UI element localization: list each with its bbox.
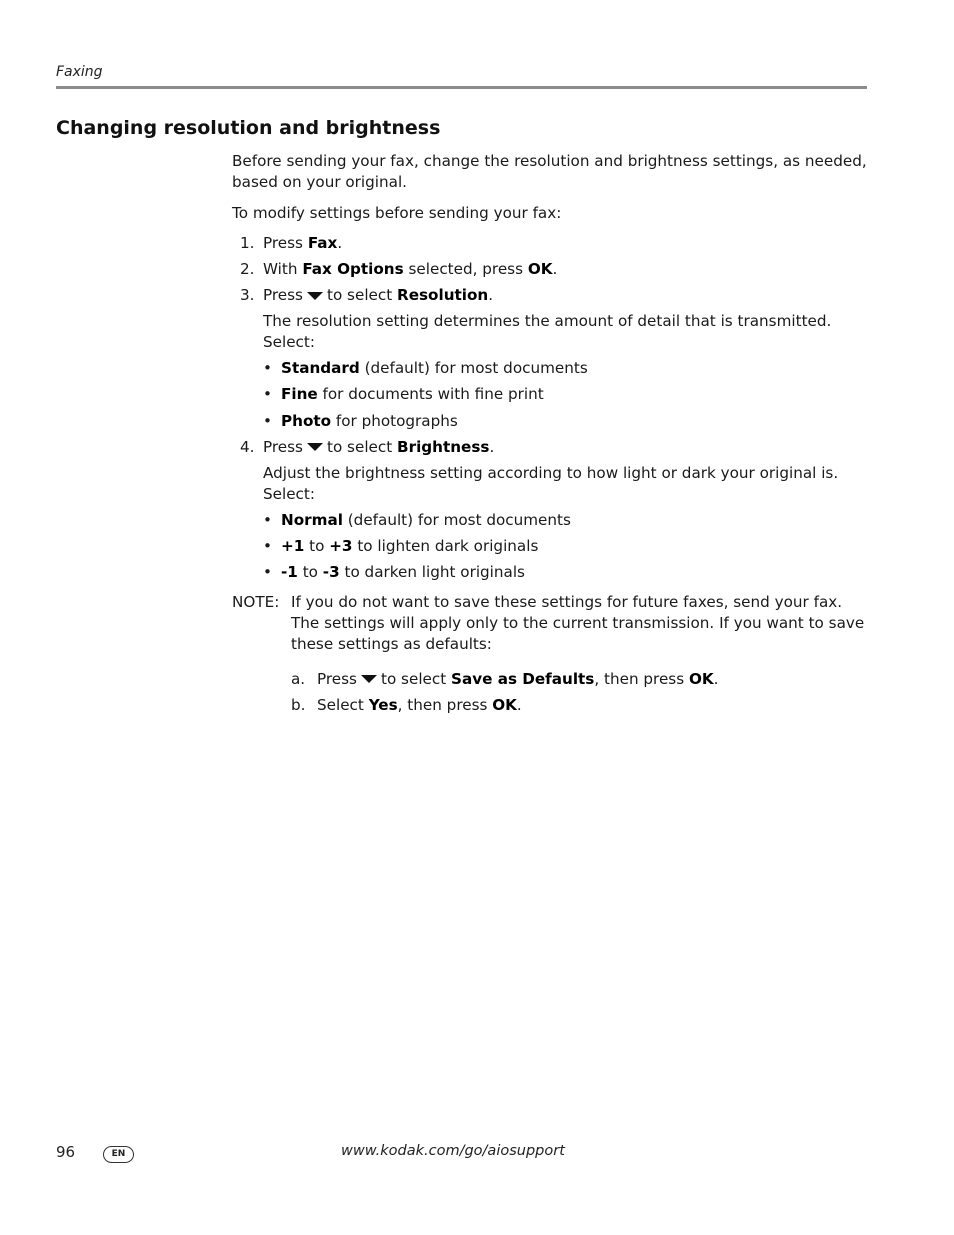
step-number: 2.: [240, 260, 255, 278]
substep-text-mid: to select: [380, 669, 452, 688]
step-number: 4.: [240, 437, 255, 456]
option-text: (default) for most documents: [359, 359, 588, 377]
substep-keyword: Yes: [368, 695, 398, 714]
step-keyword: Brightness: [397, 437, 490, 456]
option-text: for photographs: [331, 411, 458, 430]
bullet: •: [263, 359, 272, 377]
down-arrow-icon: [361, 675, 377, 683]
intro-paragraph: Before sending your fax, change the resolution and brightness settings, as needed, based on your original.: [232, 152, 867, 191]
substep-text-post: .: [713, 669, 719, 688]
content-body: [232, 151, 868, 721]
option-keyword: Normal: [281, 510, 343, 529]
substep-text-mid: , then press: [397, 695, 493, 714]
option-keyword: -1: [281, 563, 298, 582]
step-text-pre: Press: [263, 437, 303, 456]
substeps-list: [291, 669, 868, 721]
step-text-mid: to select: [326, 437, 398, 456]
step-text-post: .: [552, 260, 558, 278]
step-1: [232, 233, 868, 259]
step-text-mid: selected, press: [403, 260, 528, 278]
option-text: to lighten dark originals: [352, 537, 539, 556]
language-badge: EN: [103, 1146, 134, 1163]
step-text-pre: With: [263, 260, 303, 278]
substep-text-mid: , then press: [594, 669, 689, 688]
bullet: •: [263, 385, 272, 404]
bullet: •: [263, 411, 272, 430]
step-3: [232, 285, 868, 437]
bullet: •: [263, 510, 272, 529]
list-item: [263, 510, 868, 536]
lead-paragraph: To modify settings before sending your fax:: [232, 204, 562, 222]
step-4: [232, 437, 868, 589]
note-text: If you do not want to save these settings for future faxes, send your fax. The settings will apply only to the current transmission. If you want to save these settings as defaults:: [291, 592, 865, 653]
down-arrow-icon: [307, 292, 323, 300]
section-title: Changing resolution and brightness: [56, 117, 441, 139]
list-item: [263, 411, 868, 437]
step-description: Adjust the brightness setting according to how light or dark your original is. Select:: [263, 463, 839, 503]
option-text: to darken light originals: [339, 563, 525, 582]
list-item: [263, 358, 868, 384]
list-item: [263, 536, 868, 562]
step-keyword: OK: [527, 260, 553, 278]
step-text: [263, 233, 868, 259]
down-arrow-icon: [307, 443, 323, 451]
step-2: [232, 259, 868, 285]
substep-keyword: OK: [688, 669, 714, 688]
step-text-pre: Press: [263, 286, 303, 304]
header-rule: [56, 86, 867, 89]
option-text-mid: to: [304, 537, 330, 556]
option-keyword: +1: [281, 537, 305, 556]
options-list: [263, 358, 868, 437]
bullet: •: [263, 563, 272, 582]
substep-text-pre: Select: [317, 695, 369, 714]
option-keyword: Fine: [281, 385, 318, 404]
option-text: (default) for most documents: [342, 510, 571, 529]
substep-text-pre: Press: [317, 669, 357, 688]
step-text: [263, 437, 868, 463]
steps-list: [232, 233, 868, 589]
substep-a: [291, 669, 868, 695]
options-list: [263, 510, 868, 589]
substep-letter: a.: [291, 669, 306, 688]
step-keyword: Fax: [307, 234, 338, 252]
footer-url[interactable]: www.kodak.com/go/aiosupport: [341, 1143, 565, 1159]
bullet: •: [263, 537, 272, 556]
option-keyword: Photo: [281, 411, 332, 430]
step-text: [263, 259, 868, 285]
step-number: 1.: [240, 234, 255, 252]
list-item: [263, 562, 868, 588]
page-number: 96: [56, 1143, 76, 1161]
option-keyword: +3: [329, 537, 353, 556]
substep-letter: b.: [291, 695, 306, 714]
step-keyword: Resolution: [397, 286, 489, 304]
list-item: [263, 384, 868, 410]
step-text-mid: to select: [326, 286, 398, 304]
step-text: [263, 285, 868, 311]
step-text-post: .: [489, 437, 495, 456]
option-text-mid: to: [297, 563, 323, 582]
step-keyword: Fax Options: [302, 260, 404, 278]
step-text-pre: Press: [263, 234, 308, 252]
substep-b: [291, 695, 868, 721]
option-keyword: -3: [322, 563, 340, 582]
note-label: NOTE:: [232, 592, 280, 611]
substep-keyword: Save as Defaults: [451, 669, 595, 688]
option-keyword: Standard: [281, 359, 360, 377]
running-header: Faxing: [56, 64, 103, 80]
option-text: for documents with fine print: [317, 385, 544, 404]
step-text-post: .: [488, 286, 494, 304]
step-description: The resolution setting determines the amount of detail that is transmitted. Select:: [263, 312, 832, 351]
step-number: 3.: [240, 286, 255, 304]
note-block: [232, 592, 868, 655]
substep-keyword: OK: [492, 695, 517, 714]
substep-text-post: .: [516, 695, 522, 714]
step-text-post: .: [337, 234, 343, 252]
